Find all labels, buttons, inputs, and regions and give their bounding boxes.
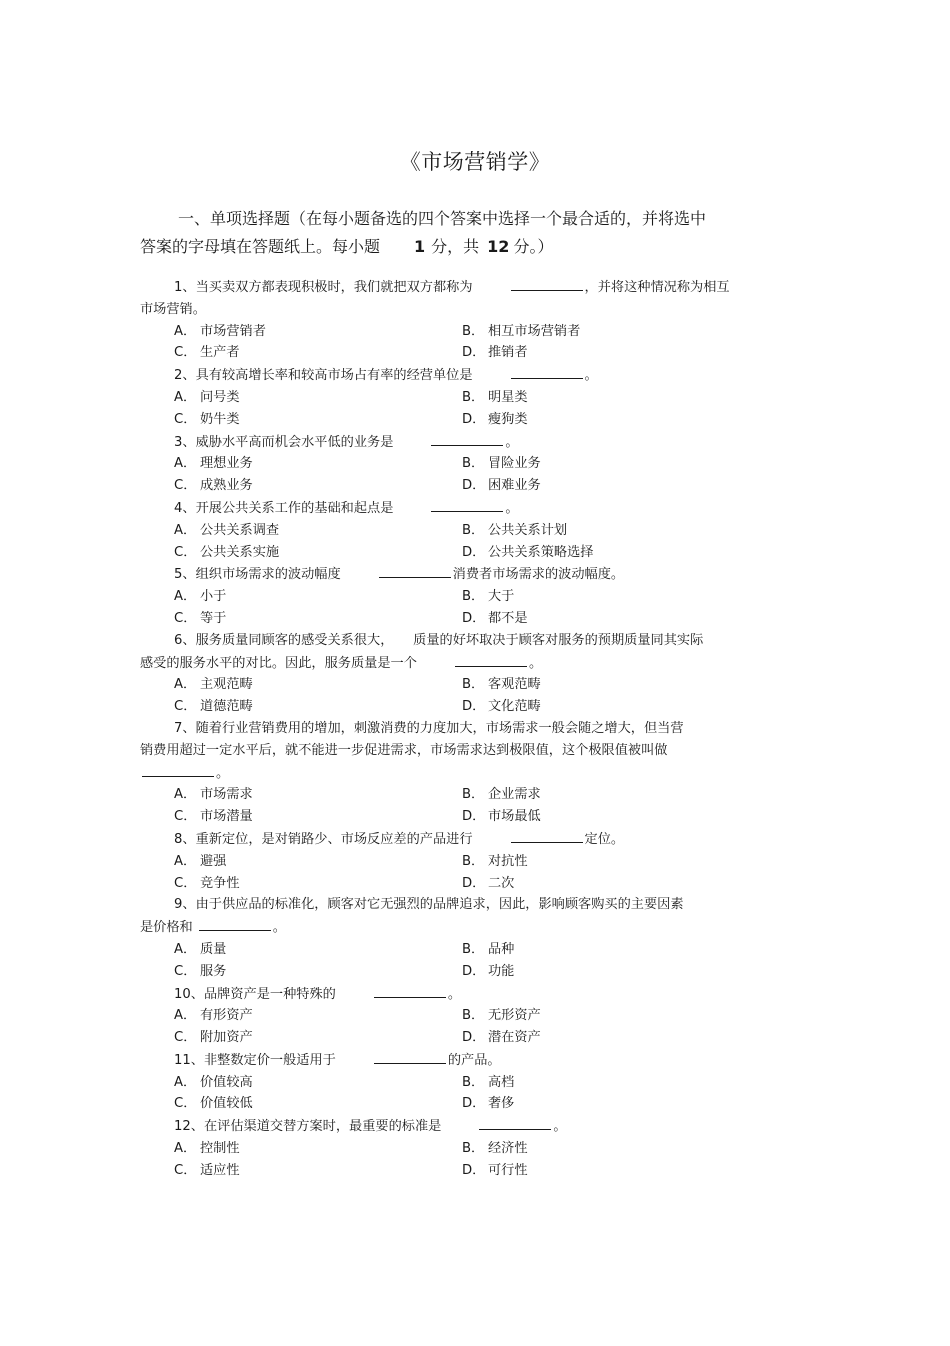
answer-blank (374, 1049, 446, 1064)
option-letter: B． (462, 589, 485, 605)
question-number: 6、 (174, 632, 196, 648)
option-item (174, 873, 240, 895)
option-item (462, 542, 594, 564)
option-text: 都不是 (488, 610, 528, 626)
option-letter: C． (174, 963, 197, 979)
question-text: 开展公共关系工作的基础和起点是 (195, 500, 394, 516)
option-row (140, 873, 820, 895)
option-letter: D． (462, 809, 486, 825)
question-number: 9、 (174, 897, 196, 913)
option-item (174, 1160, 240, 1182)
option-row (140, 1160, 820, 1182)
option-text: 质量 (200, 941, 227, 957)
question-number: 11、 (174, 1052, 204, 1068)
option-text: 瘦狗类 (488, 411, 528, 427)
option-letter: A． (174, 787, 197, 803)
option-item (174, 961, 226, 983)
option-item (462, 961, 514, 983)
option-letter: A． (174, 323, 197, 339)
option-row (140, 1005, 820, 1027)
option-item (174, 608, 226, 630)
option-letter: D． (462, 345, 486, 361)
option-text: 品种 (488, 941, 515, 957)
option-letter: B． (462, 1074, 485, 1090)
option-item (174, 1138, 240, 1160)
option-item (174, 696, 253, 718)
option-text: 市场潜量 (200, 809, 253, 825)
option-letter: B． (462, 323, 485, 339)
option-item (462, 784, 541, 806)
question-text: 服务质量同顾客的感受关系很大， 质量的好坏取决于顾客对服务的预期质量同其实际 (195, 632, 704, 648)
question-stem-continued (140, 762, 820, 785)
option-row (140, 453, 820, 475)
question-number: 3、 (174, 434, 196, 450)
option-letter: A． (174, 941, 197, 957)
option-row (140, 542, 820, 564)
question-text: 当买卖双方都表现积极时，我们就把双方都称为 (195, 280, 473, 295)
option-item (462, 674, 541, 696)
question-text: 。 (272, 920, 286, 936)
option-letter: C． (174, 809, 197, 825)
question-text: 定位。 (584, 831, 625, 847)
option-letter: D． (462, 875, 486, 891)
option-text: 竞争性 (200, 875, 240, 891)
question-number: 2、 (174, 368, 196, 384)
option-letter: C． (174, 478, 197, 494)
option-text: 奶牛类 (200, 411, 240, 427)
document-title: 《市场营销学》 (399, 150, 551, 174)
option-letter: C． (174, 875, 197, 891)
option-text: 理想业务 (200, 456, 253, 472)
option-item (462, 1027, 541, 1049)
option-row (140, 1138, 820, 1160)
option-letter: D． (462, 411, 486, 427)
option-text: 主观范畴 (200, 677, 253, 693)
question-text: 。 (553, 1119, 567, 1135)
question-text: ，并将这种情况称为相互 (584, 280, 730, 295)
option-item (174, 1027, 253, 1049)
option-item (174, 542, 279, 564)
total-score: 12 (487, 237, 510, 256)
option-text: 冒险业务 (488, 456, 541, 472)
answer-blank (199, 916, 271, 931)
option-item (462, 475, 541, 497)
option-item (174, 387, 240, 409)
section-text: 分。） (513, 237, 554, 256)
answer-blank (379, 563, 451, 578)
question-stem (140, 983, 820, 1006)
question-number: 1、 (174, 280, 196, 295)
option-row (140, 586, 820, 608)
option-text: 无形资产 (488, 1008, 541, 1024)
option-text: 可行性 (488, 1162, 528, 1178)
option-letter: B． (462, 1008, 485, 1024)
question-text: 。 (584, 368, 598, 384)
option-text: 客观范畴 (488, 677, 541, 693)
option-text: 文化范畴 (488, 699, 541, 715)
option-letter: C． (174, 699, 197, 715)
option-text: 价值较高 (200, 1074, 253, 1090)
option-letter: D． (462, 963, 486, 979)
option-item (174, 520, 279, 542)
section-heading-line2 (140, 233, 800, 261)
option-letter: C． (174, 1030, 197, 1046)
question-stem-continued (140, 652, 820, 675)
option-text: 避强 (200, 853, 227, 869)
question-number: 4、 (174, 500, 196, 516)
option-row (140, 939, 820, 961)
option-row (140, 851, 820, 873)
option-text: 问号类 (200, 389, 240, 405)
option-row (140, 961, 820, 983)
question-list (140, 276, 820, 1182)
option-item (174, 674, 253, 696)
section-text: 分，共 (431, 237, 480, 256)
question-number: 7、 (174, 720, 196, 736)
option-text: 市场需求 (200, 787, 253, 803)
section-heading (140, 205, 800, 261)
question-stem (140, 718, 820, 740)
question-text: 。 (505, 500, 519, 516)
answer-blank (511, 364, 583, 379)
question-text: 非整数定价一般适用于 (203, 1052, 336, 1068)
option-item (174, 586, 226, 608)
option-letter: B． (462, 389, 485, 405)
option-letter: A． (174, 677, 197, 693)
option-row (140, 608, 820, 630)
option-text: 二次 (488, 875, 515, 891)
option-letter: C． (174, 345, 197, 361)
option-letter: A． (174, 853, 197, 869)
option-row (140, 475, 820, 497)
option-row (140, 387, 820, 409)
option-item (462, 806, 541, 828)
option-letter: B． (462, 1141, 485, 1157)
option-item (462, 321, 580, 343)
option-row (140, 1072, 820, 1094)
option-text: 适应性 (200, 1162, 240, 1178)
question-stem-continued (140, 916, 820, 939)
question-text: 随着行业营销费用的增加，刺激消费的力度加大，市场需求一般会随之增大，但当营 (195, 720, 684, 736)
option-letter: D． (462, 478, 486, 494)
question-stem (140, 276, 820, 299)
question-stem (140, 563, 820, 586)
option-item (174, 1005, 253, 1027)
answer-blank (511, 276, 583, 291)
question-stem (140, 364, 820, 387)
question-stem (140, 431, 820, 454)
option-item (462, 939, 514, 961)
option-letter: A． (174, 522, 197, 538)
question-text: 品牌资产是一种特殊的 (203, 986, 336, 1002)
question-text: 的产品。 (447, 1052, 501, 1068)
option-item (174, 806, 253, 828)
option-row (140, 520, 820, 542)
option-text: 对抗性 (488, 853, 528, 869)
option-text: 困难业务 (488, 478, 541, 494)
option-row (140, 342, 820, 364)
option-letter: A． (174, 589, 197, 605)
option-item (174, 342, 240, 364)
option-letter: A． (174, 1074, 197, 1090)
answer-blank (374, 983, 446, 998)
option-letter: C． (174, 610, 197, 626)
option-text: 企业需求 (488, 787, 541, 803)
option-text: 成熟业务 (200, 478, 253, 494)
question-stem (140, 828, 820, 851)
question-stem (140, 1049, 820, 1072)
answer-blank (142, 762, 214, 777)
option-letter: C． (174, 1096, 197, 1112)
option-item (174, 1072, 253, 1094)
option-text: 控制性 (200, 1141, 240, 1157)
option-text: 奢侈 (488, 1096, 515, 1112)
question-text: 重新定位，是对销路少、市场反应差的产品进行 (195, 831, 473, 847)
option-item (174, 321, 266, 343)
question-text: 在评估渠道交替方案时，最重要的标准是 (203, 1119, 442, 1135)
question-text: 市场营销。 (140, 301, 206, 317)
option-letter: A． (174, 1141, 197, 1157)
option-text: 高档 (488, 1074, 515, 1090)
option-item (462, 608, 528, 630)
option-item (462, 873, 514, 895)
question-text: 组织市场需求的波动幅度 (195, 567, 341, 583)
option-text: 公共关系调查 (200, 522, 280, 538)
option-letter: D． (462, 1162, 486, 1178)
option-row (140, 784, 820, 806)
option-item (174, 1093, 253, 1115)
option-letter: B． (462, 853, 485, 869)
option-row (140, 1027, 820, 1049)
option-text: 公共关系策略选择 (488, 544, 594, 560)
answer-blank (511, 828, 583, 843)
score-per-question: 1 (414, 237, 426, 256)
option-item (462, 1072, 514, 1094)
question-text: 销费用超过一定水平后，就不能进一步促进需求，市场需求达到极限值，这个极限值被叫做 (140, 742, 668, 758)
option-text: 潜在资产 (488, 1030, 541, 1046)
option-letter: A． (174, 456, 197, 472)
option-text: 道德范畴 (200, 699, 253, 715)
option-letter: B． (462, 456, 485, 472)
option-row (140, 696, 820, 718)
option-item (462, 342, 528, 364)
option-item (174, 939, 226, 961)
question-text: 。 (528, 655, 543, 671)
option-item (462, 851, 528, 873)
question-text: 。 (216, 765, 230, 781)
option-letter: B． (462, 522, 485, 538)
option-text: 小于 (200, 589, 227, 605)
question-text: 威胁水平高而机会水平低的业务是 (195, 434, 394, 450)
option-text: 市场营销者 (200, 323, 266, 339)
option-letter: B． (462, 677, 485, 693)
option-letter: D． (462, 1096, 486, 1112)
section-text: 答案的字母填在答题纸上。每小题 (140, 237, 381, 256)
option-row (140, 674, 820, 696)
option-item (462, 1005, 541, 1027)
question-text: 感受的服务水平的对比。因此，服务质量是一个 (140, 655, 417, 671)
option-text: 大于 (488, 589, 515, 605)
option-text: 生产者 (200, 345, 240, 361)
option-item (174, 475, 253, 497)
answer-blank (479, 1115, 551, 1130)
option-item (462, 696, 541, 718)
option-text: 价值较低 (200, 1096, 253, 1112)
question-stem (140, 894, 820, 916)
option-text: 有形资产 (200, 1008, 253, 1024)
question-number: 8、 (174, 831, 196, 847)
question-text: 。 (447, 986, 462, 1002)
question-number: 5、 (174, 567, 196, 583)
option-text: 明星类 (488, 389, 528, 405)
option-item (462, 1093, 514, 1115)
option-text: 推销者 (488, 345, 528, 361)
answer-blank (431, 431, 503, 446)
option-row (140, 806, 820, 828)
question-stem (140, 1115, 820, 1138)
option-item (174, 453, 253, 475)
option-letter: C． (174, 411, 197, 427)
option-item (462, 387, 528, 409)
option-item (462, 1160, 528, 1182)
question-text: 是价格和 (140, 920, 193, 936)
option-text: 市场最低 (488, 809, 541, 825)
option-letter: C． (174, 544, 197, 560)
option-text: 功能 (488, 963, 515, 979)
section-heading-line1: 一、单项选择题（在每小题备选的四个答案中选择一个最合适的，并将选中 (178, 209, 707, 228)
option-letter: D． (462, 544, 486, 560)
question-text: 。 (505, 434, 519, 450)
option-letter: D． (462, 610, 486, 626)
option-item (174, 851, 226, 873)
option-item (462, 453, 541, 475)
option-row (140, 321, 820, 343)
option-text: 等于 (200, 610, 227, 626)
option-item (462, 586, 514, 608)
question-stem-continued (140, 299, 820, 321)
option-letter: C． (174, 1162, 197, 1178)
option-text: 公共关系计划 (488, 522, 568, 538)
answer-blank (455, 652, 527, 667)
question-stem-continued (140, 740, 820, 762)
option-letter: D． (462, 1030, 486, 1046)
question-stem (140, 497, 820, 520)
option-letter: A． (174, 389, 197, 405)
option-text: 附加资产 (200, 1030, 253, 1046)
question-number: 10、 (174, 986, 204, 1002)
option-item (462, 520, 567, 542)
option-text: 服务 (200, 963, 227, 979)
answer-blank (431, 497, 503, 512)
option-letter: B． (462, 787, 485, 803)
option-letter: A． (174, 1008, 197, 1024)
option-text: 经济性 (488, 1141, 528, 1157)
option-text: 相互市场营销者 (488, 323, 581, 339)
question-stem (140, 630, 820, 652)
option-row (140, 409, 820, 431)
question-text: 由于供应品的标准化，顾客对它无强烈的品牌追求，因此，影响顾客购买的主要因素 (195, 897, 684, 913)
option-item (462, 409, 528, 431)
option-text: 公共关系实施 (200, 544, 280, 560)
question-number: 12、 (174, 1119, 204, 1135)
option-item (462, 1138, 528, 1160)
option-row (140, 1093, 820, 1115)
option-letter: B． (462, 941, 485, 957)
option-item (174, 409, 240, 431)
option-item (174, 784, 253, 806)
question-text: 具有较高增长率和较高市场占有率的经营单位是 (195, 368, 473, 384)
option-letter: D． (462, 699, 486, 715)
question-text: 消费者市场需求的波动幅度。 (452, 567, 625, 583)
